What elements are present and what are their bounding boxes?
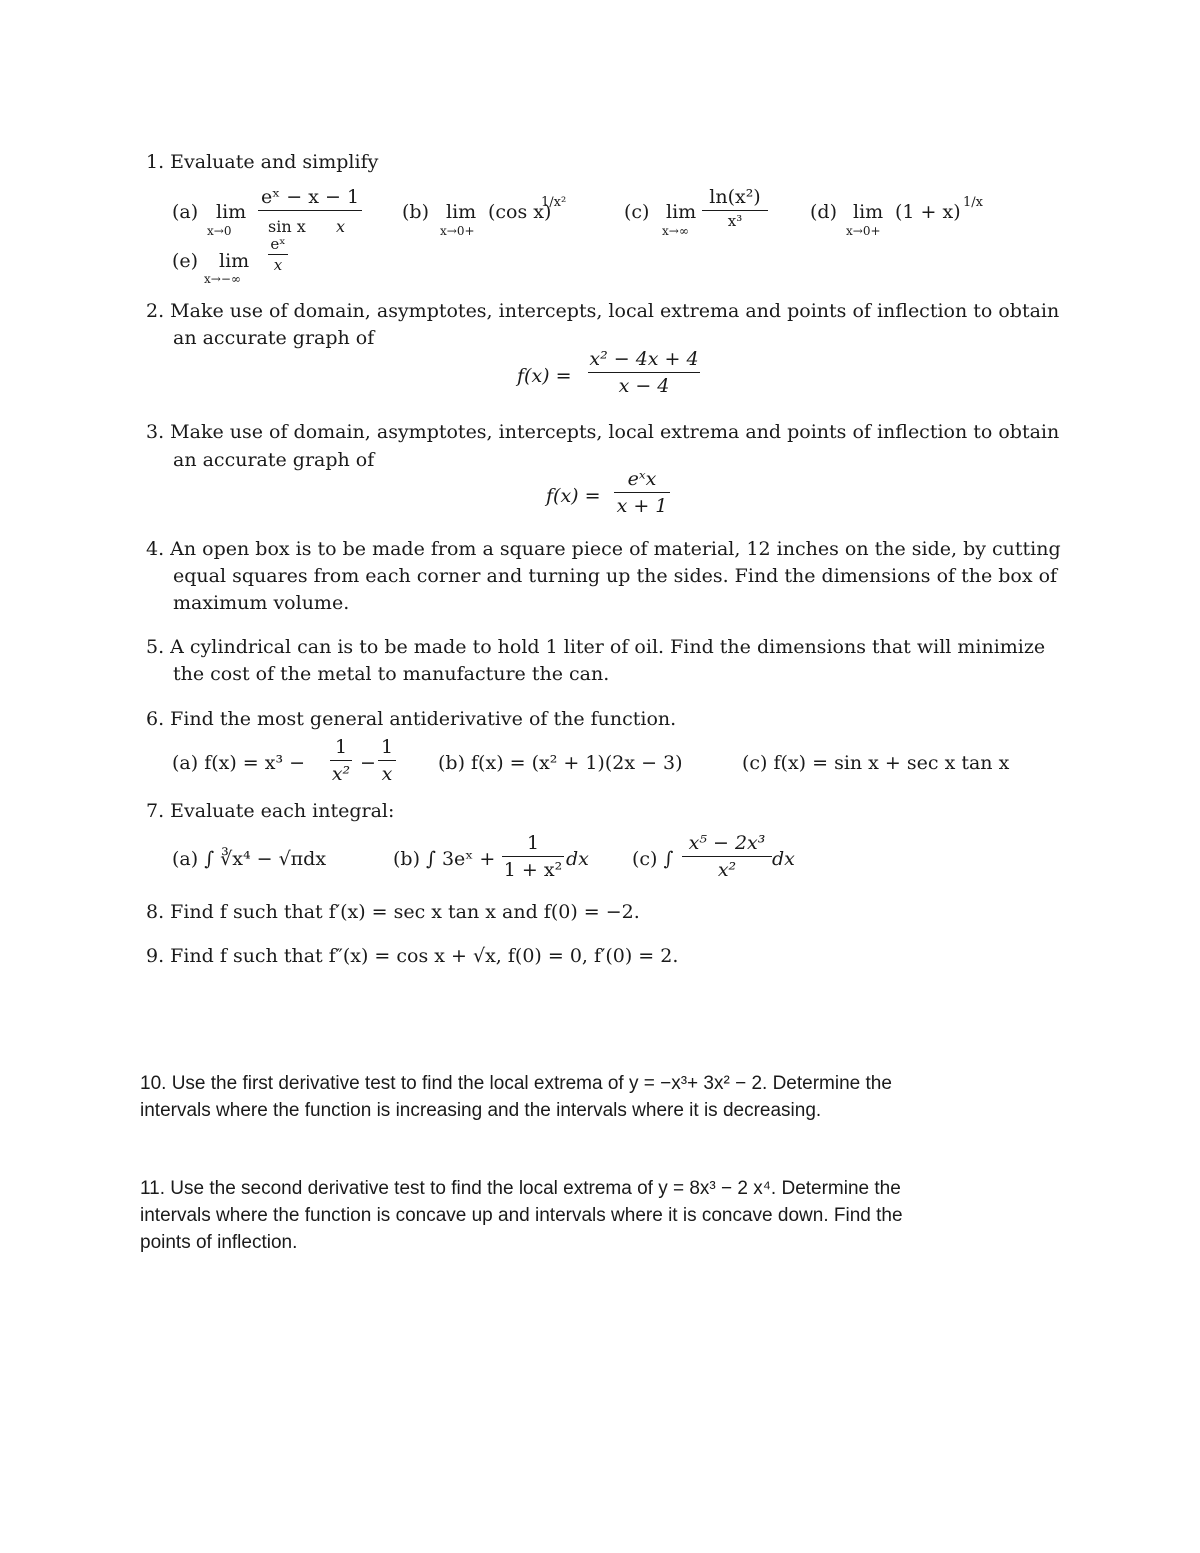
problem-1a-den-left: sin x [268, 217, 306, 236]
problem-11-line2: intervals where the function is concave up and intervals where it is concave down. Find the [140, 1205, 903, 1226]
problem-5-line1: 5. A cylindrical can is to be made to hold 1 liter of oil. Find the dimensions that will minimize [146, 636, 1046, 658]
problem-7c-den: x² [717, 859, 737, 881]
problem-7b-dx: dx [566, 848, 589, 870]
problem-2-lhs: f(x) = [517, 365, 572, 387]
problem-7-label: 7. Evaluate each integral: [146, 800, 395, 822]
problem-3-lhs: f(x) = [546, 485, 601, 507]
problem-6a-fraction-1 [330, 736, 352, 785]
problem-1b-tag: (b) [402, 201, 429, 223]
problem-4-line1: 4. An open box is to be made from a square piece of material, 12 inches on the side, by cutting [146, 538, 1061, 560]
problem-1a-sub: x→0 [207, 224, 232, 238]
problem-2-num: x² − 4x + 4 [589, 348, 699, 370]
problem-7b-fraction [502, 832, 564, 881]
problem-1e-tag: (e) [172, 250, 199, 272]
problem-1d-sub: x→0+ [846, 224, 881, 238]
problem-1a-den-right: x [336, 217, 346, 236]
problem-1a-lim: lim [216, 201, 247, 223]
problem-4-line2: equal squares from each corner and turning up the sides. Find the dimensions of the box of [173, 565, 1058, 587]
problem-1d-lim: lim [853, 201, 884, 223]
problem-1e-sub: x→−∞ [204, 272, 241, 286]
problem-7b-lhs: (b) ∫ 3eˣ + [393, 848, 496, 870]
problem-1b-exp: 1/x² [541, 195, 567, 210]
problem-1b-lim: lim [446, 201, 477, 223]
problem-7c-num: x⁵ − 2x³ [688, 832, 766, 854]
problem-6-label: 6. Find the most general antiderivative of the function. [146, 708, 677, 730]
problem-3-num: eˣx [627, 468, 657, 490]
problem-6c: (c) f(x) = sin x + sec x tan x [742, 752, 1010, 774]
problem-6a-f2-den: x [381, 763, 393, 785]
problem-2-line1: 2. Make use of domain, asymptotes, intercepts, local extrema and points of inflection to obtain [146, 300, 1060, 322]
problem-6b: (b) f(x) = (x² + 1)(2x − 3) [438, 752, 683, 774]
problem-1a-num: eˣ − x − 1 [260, 186, 360, 208]
problem-8: 8. Find f such that f′(x) = sec x tan x and f(0) = −2. [146, 901, 640, 923]
problem-1a-tag: (a) [172, 201, 199, 223]
problem-1b-expr: (cos x) [488, 201, 552, 223]
problem-1d-exp: 1/x [963, 195, 983, 210]
problem-4-line3: maximum volume. [173, 592, 350, 614]
problem-10-line2: intervals where the function is increasing and the intervals where it is decreasing. [140, 1100, 822, 1121]
problem-7b-den: 1 + x² [503, 859, 563, 881]
problem-2-fraction [588, 348, 700, 397]
problem-1c-lim: lim [666, 201, 697, 223]
problem-11-line3: points of inflection. [140, 1232, 298, 1253]
problem-7a: (a) ∫ ∛x⁴ − √πdx [172, 848, 327, 870]
problem-1e-den: x [273, 256, 283, 274]
problem-1c-num: ln(x²) [709, 186, 761, 208]
problem-7c-dx: dx [772, 848, 795, 870]
problem-11-line1: 11. Use the second derivative test to find the local extrema of y = 8x³ − 2 x⁴. Determine the [140, 1178, 901, 1199]
problem-9: 9. Find f such that f″(x) = cos x + √x, f(0) = 0, f′(0) = 2. [146, 945, 679, 967]
problem-1d-tag: (d) [810, 201, 837, 223]
problem-3-line1: 3. Make use of domain, asymptotes, intercepts, local extrema and points of inflection to obtain [146, 421, 1060, 443]
problem-10-line1: 10. Use the first derivative test to find the local extrema of y = −x³+ 3x² − 2. Determine the [140, 1073, 892, 1094]
problem-7b-num: 1 [526, 832, 540, 854]
problem-1c-sub: x→∞ [662, 224, 689, 238]
problem-2-line2: an accurate graph of [173, 327, 375, 349]
problem-6a-minus: − [360, 752, 376, 774]
problem-1a-fraction [258, 186, 362, 213]
problem-6a-f2-num: 1 [380, 736, 394, 758]
problem-1c-den: x³ [727, 212, 743, 230]
problem-7c-lhs: (c) ∫ [632, 848, 674, 870]
problem-1e-num: eˣ [270, 235, 286, 253]
problem-1d-expr: (1 + x) [895, 201, 961, 223]
problem-5-line2: the cost of the metal to manufacture the can. [173, 663, 610, 685]
problem-6a-lhs: (a) f(x) = x³ − [172, 752, 306, 774]
problem-1c-tag: (c) [624, 201, 650, 223]
problem-6a-f1-den: x² [331, 763, 351, 785]
problem-1e-fraction [268, 236, 288, 273]
problem-1c-fraction [702, 186, 768, 229]
problem-3-line2: an accurate graph of [173, 449, 375, 471]
problem-2-den: x − 4 [618, 375, 670, 397]
problem-1b-sub: x→0+ [440, 224, 475, 238]
problem-3-fraction [614, 468, 670, 517]
problem-6a-f1-num: 1 [334, 736, 348, 758]
problem-1-label: 1. Evaluate and simplify [146, 151, 379, 173]
problem-3-den: x + 1 [616, 495, 668, 517]
problem-1e-lim: lim [219, 250, 250, 272]
problem-6a-fraction-2 [378, 736, 396, 785]
problem-7c-fraction [682, 832, 772, 881]
